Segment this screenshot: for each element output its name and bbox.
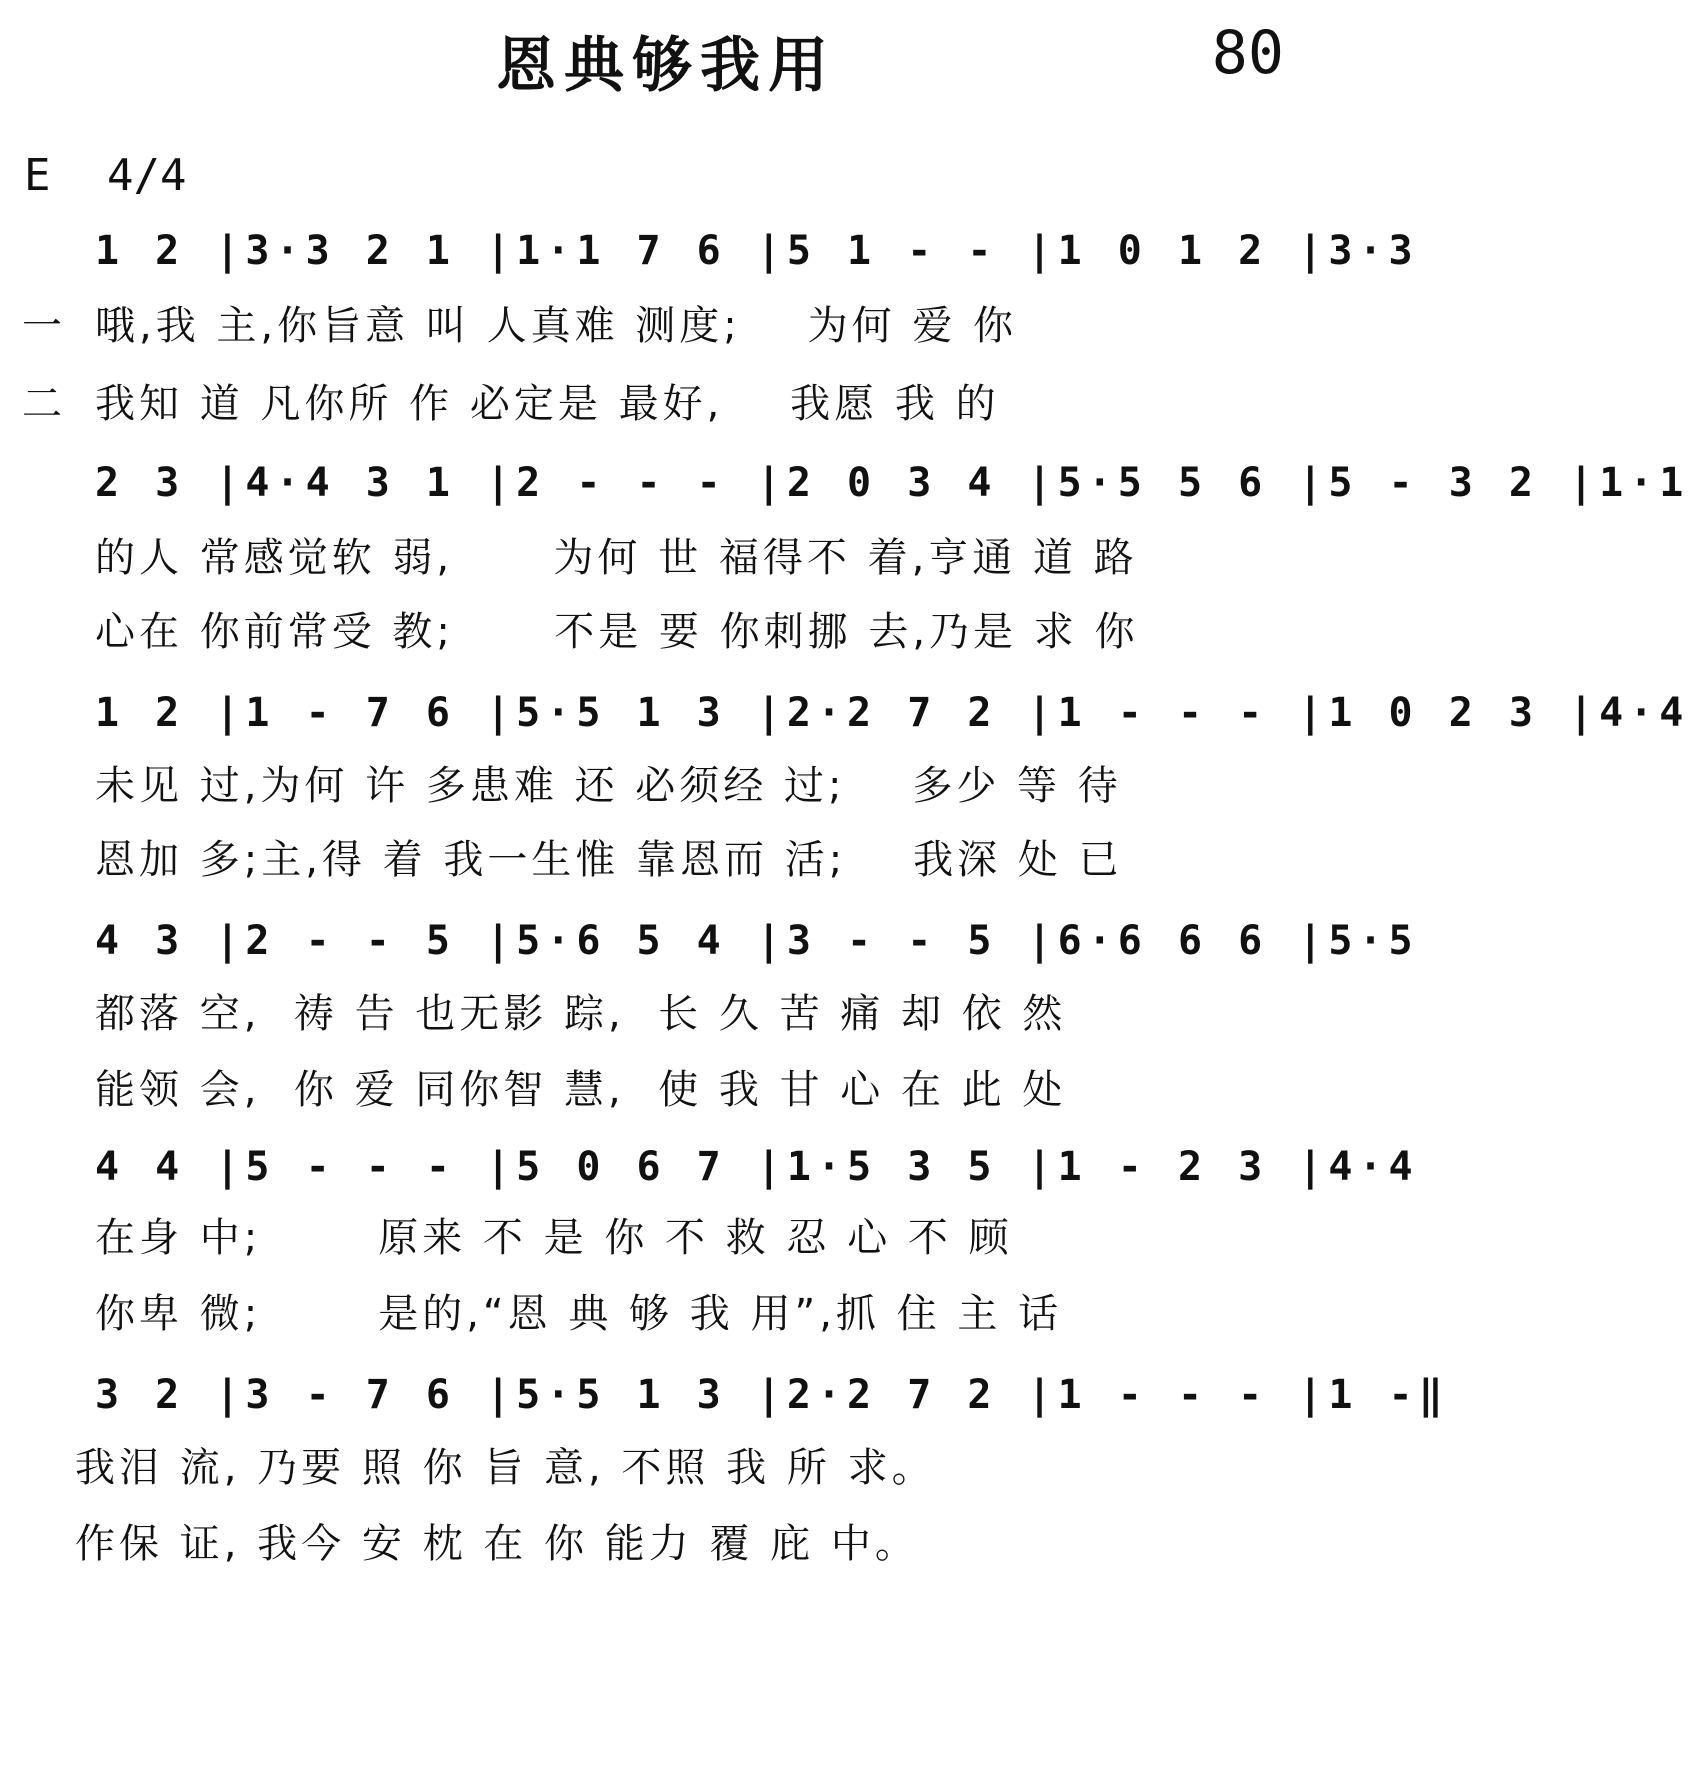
notation-line: 1 2 |1 - 7 6 |5·5 1 3 |2·2 7 2 |1 - - - |1 0 2 3 |4·4 <box>95 690 1689 736</box>
notation-line: 1 2 |3·3 2 1 |1·1 7 6 |5 1 - - |1 0 1 2 |3·3 <box>95 228 1419 274</box>
key-time-signature: E 4/4 <box>24 150 187 201</box>
lyric-line-verse-2: 作保 证, 我今 安 枕 在 你 能力 覆 庇 中。 <box>75 1521 919 1567</box>
lyric-line-verse-2: 你卑 微; 是的,“恩 典 够 我 用”,抓 住 主 话 <box>95 1291 1063 1337</box>
lyric-line-verse-1: 在身 中; 原来 不 是 你 不 救 忍 心 不 顾 <box>95 1215 1013 1261</box>
lyric-line-verse-1: 哦,我 主,你旨意 叫 人真难 测度; 为何 爱 你 <box>95 303 1018 349</box>
notation-line: 4 4 |5 - - - |5 0 6 7 |1·5 3 5 |1 - 2 3 |4·4 <box>95 1144 1419 1190</box>
notation-line: 4 3 |2 - - 5 |5·6 5 4 |3 - - 5 |6·6 6 6 |5·5 <box>95 918 1419 964</box>
lyric-line-verse-2: 恩加 多;主,得 着 我一生惟 靠恩而 活; 我深 处 已 <box>95 837 1123 883</box>
lyric-line-verse-1: 的人 常感觉软 弱, 为何 世 福得不 着,亨通 道 路 <box>95 535 1138 581</box>
lyric-line-verse-2: 能领 会, 你 爱 同你智 慧, 使 我 甘 心 在 此 处 <box>95 1067 1067 1113</box>
notation-line: 2 3 |4·4 3 1 |2 - - - |2 0 3 4 |5·5 5 6 |5 - 3 2 |1·1 <box>95 460 1689 506</box>
verse-number: 二 <box>22 381 62 427</box>
lyric-line-verse-2: 我知 道 凡你所 作 必定是 最好, 我愿 我 的 <box>95 381 1000 427</box>
song-title: 恩典够我用 <box>496 31 836 101</box>
lyric-line-verse-1: 未见 过,为何 许 多患难 还 必须经 过; 多少 等 待 <box>95 763 1122 809</box>
notation-line: 3 2 |3 - 7 6 |5·5 1 3 |2·2 7 2 |1 - - - |1 -‖ <box>95 1372 1449 1418</box>
lyric-line-verse-1: 我泪 流, 乃要 照 你 旨 意, 不照 我 所 求。 <box>75 1445 936 1491</box>
lyric-line-verse-2: 心在 你前常受 教; 不是 要 你刺挪 去,乃是 求 你 <box>95 609 1139 655</box>
verse-number: 一 <box>22 303 62 349</box>
lyric-line-verse-1: 都落 空, 祷 告 也无影 踪, 长 久 苦 痛 却 依 然 <box>95 991 1067 1037</box>
song-number: 80 <box>1211 18 1284 88</box>
